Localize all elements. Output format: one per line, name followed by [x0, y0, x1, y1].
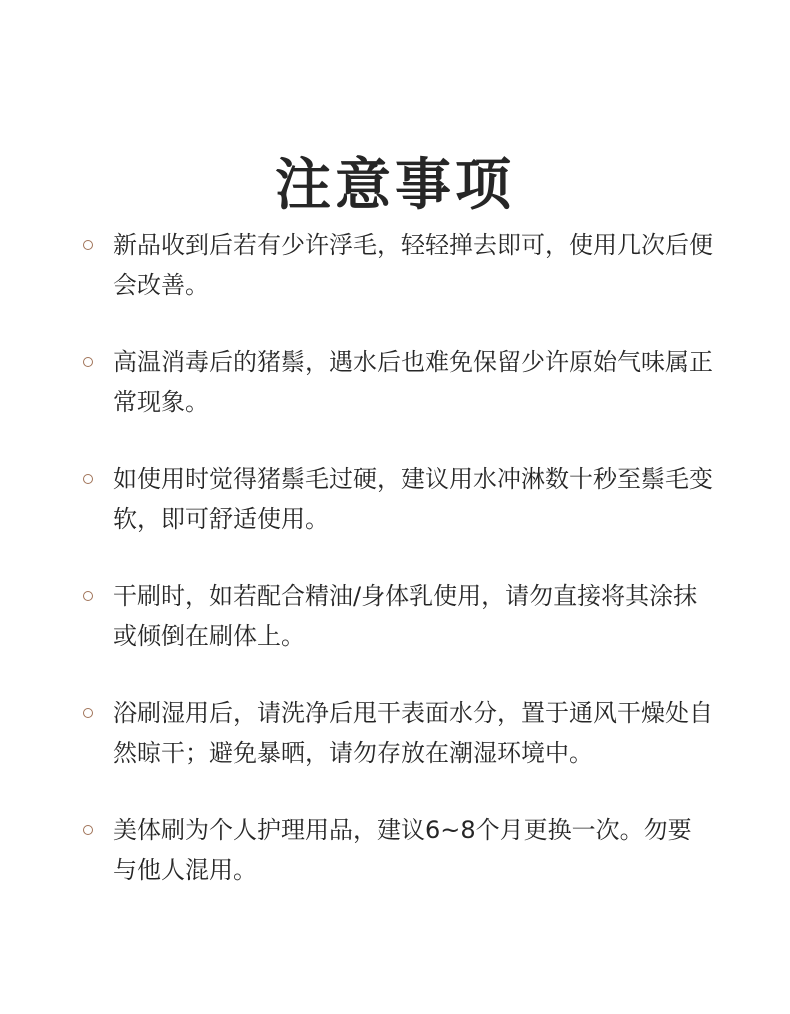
note-text: 如使用时觉得猪鬃毛过硬，建议用水冲淋数十秒至鬃毛变软，即可舒适使用。: [113, 465, 713, 533]
note-text: 浴刷湿用后，请洗净后甩干表面水分，置于通风干燥处自然晾干；避免暴晒，请勿存放在潮湿环境中。: [113, 699, 713, 767]
circle-bullet-icon: [83, 825, 93, 835]
note-text: 新品收到后若有少许浮毛，轻轻掸去即可，使用几次后便会改善。: [113, 231, 713, 299]
circle-bullet-icon: [83, 708, 93, 718]
circle-bullet-icon: [83, 357, 93, 367]
circle-bullet-icon: [83, 240, 93, 250]
note-text: 干刷时，如若配合精油/身体乳使用，请勿直接将其涂抹或倾倒在刷体上。: [113, 582, 698, 650]
circle-bullet-icon: [83, 591, 93, 601]
page-title: 注意事项: [275, 152, 515, 218]
note-text: 高温消毒后的猪鬃，遇水后也难免保留少许原始气味属正常现象。: [113, 348, 713, 416]
circle-bullet-icon: [83, 474, 93, 484]
note-text: 美体刷为个人护理用品，建议6~8个月更换一次。勿要与他人混用。: [113, 816, 692, 884]
